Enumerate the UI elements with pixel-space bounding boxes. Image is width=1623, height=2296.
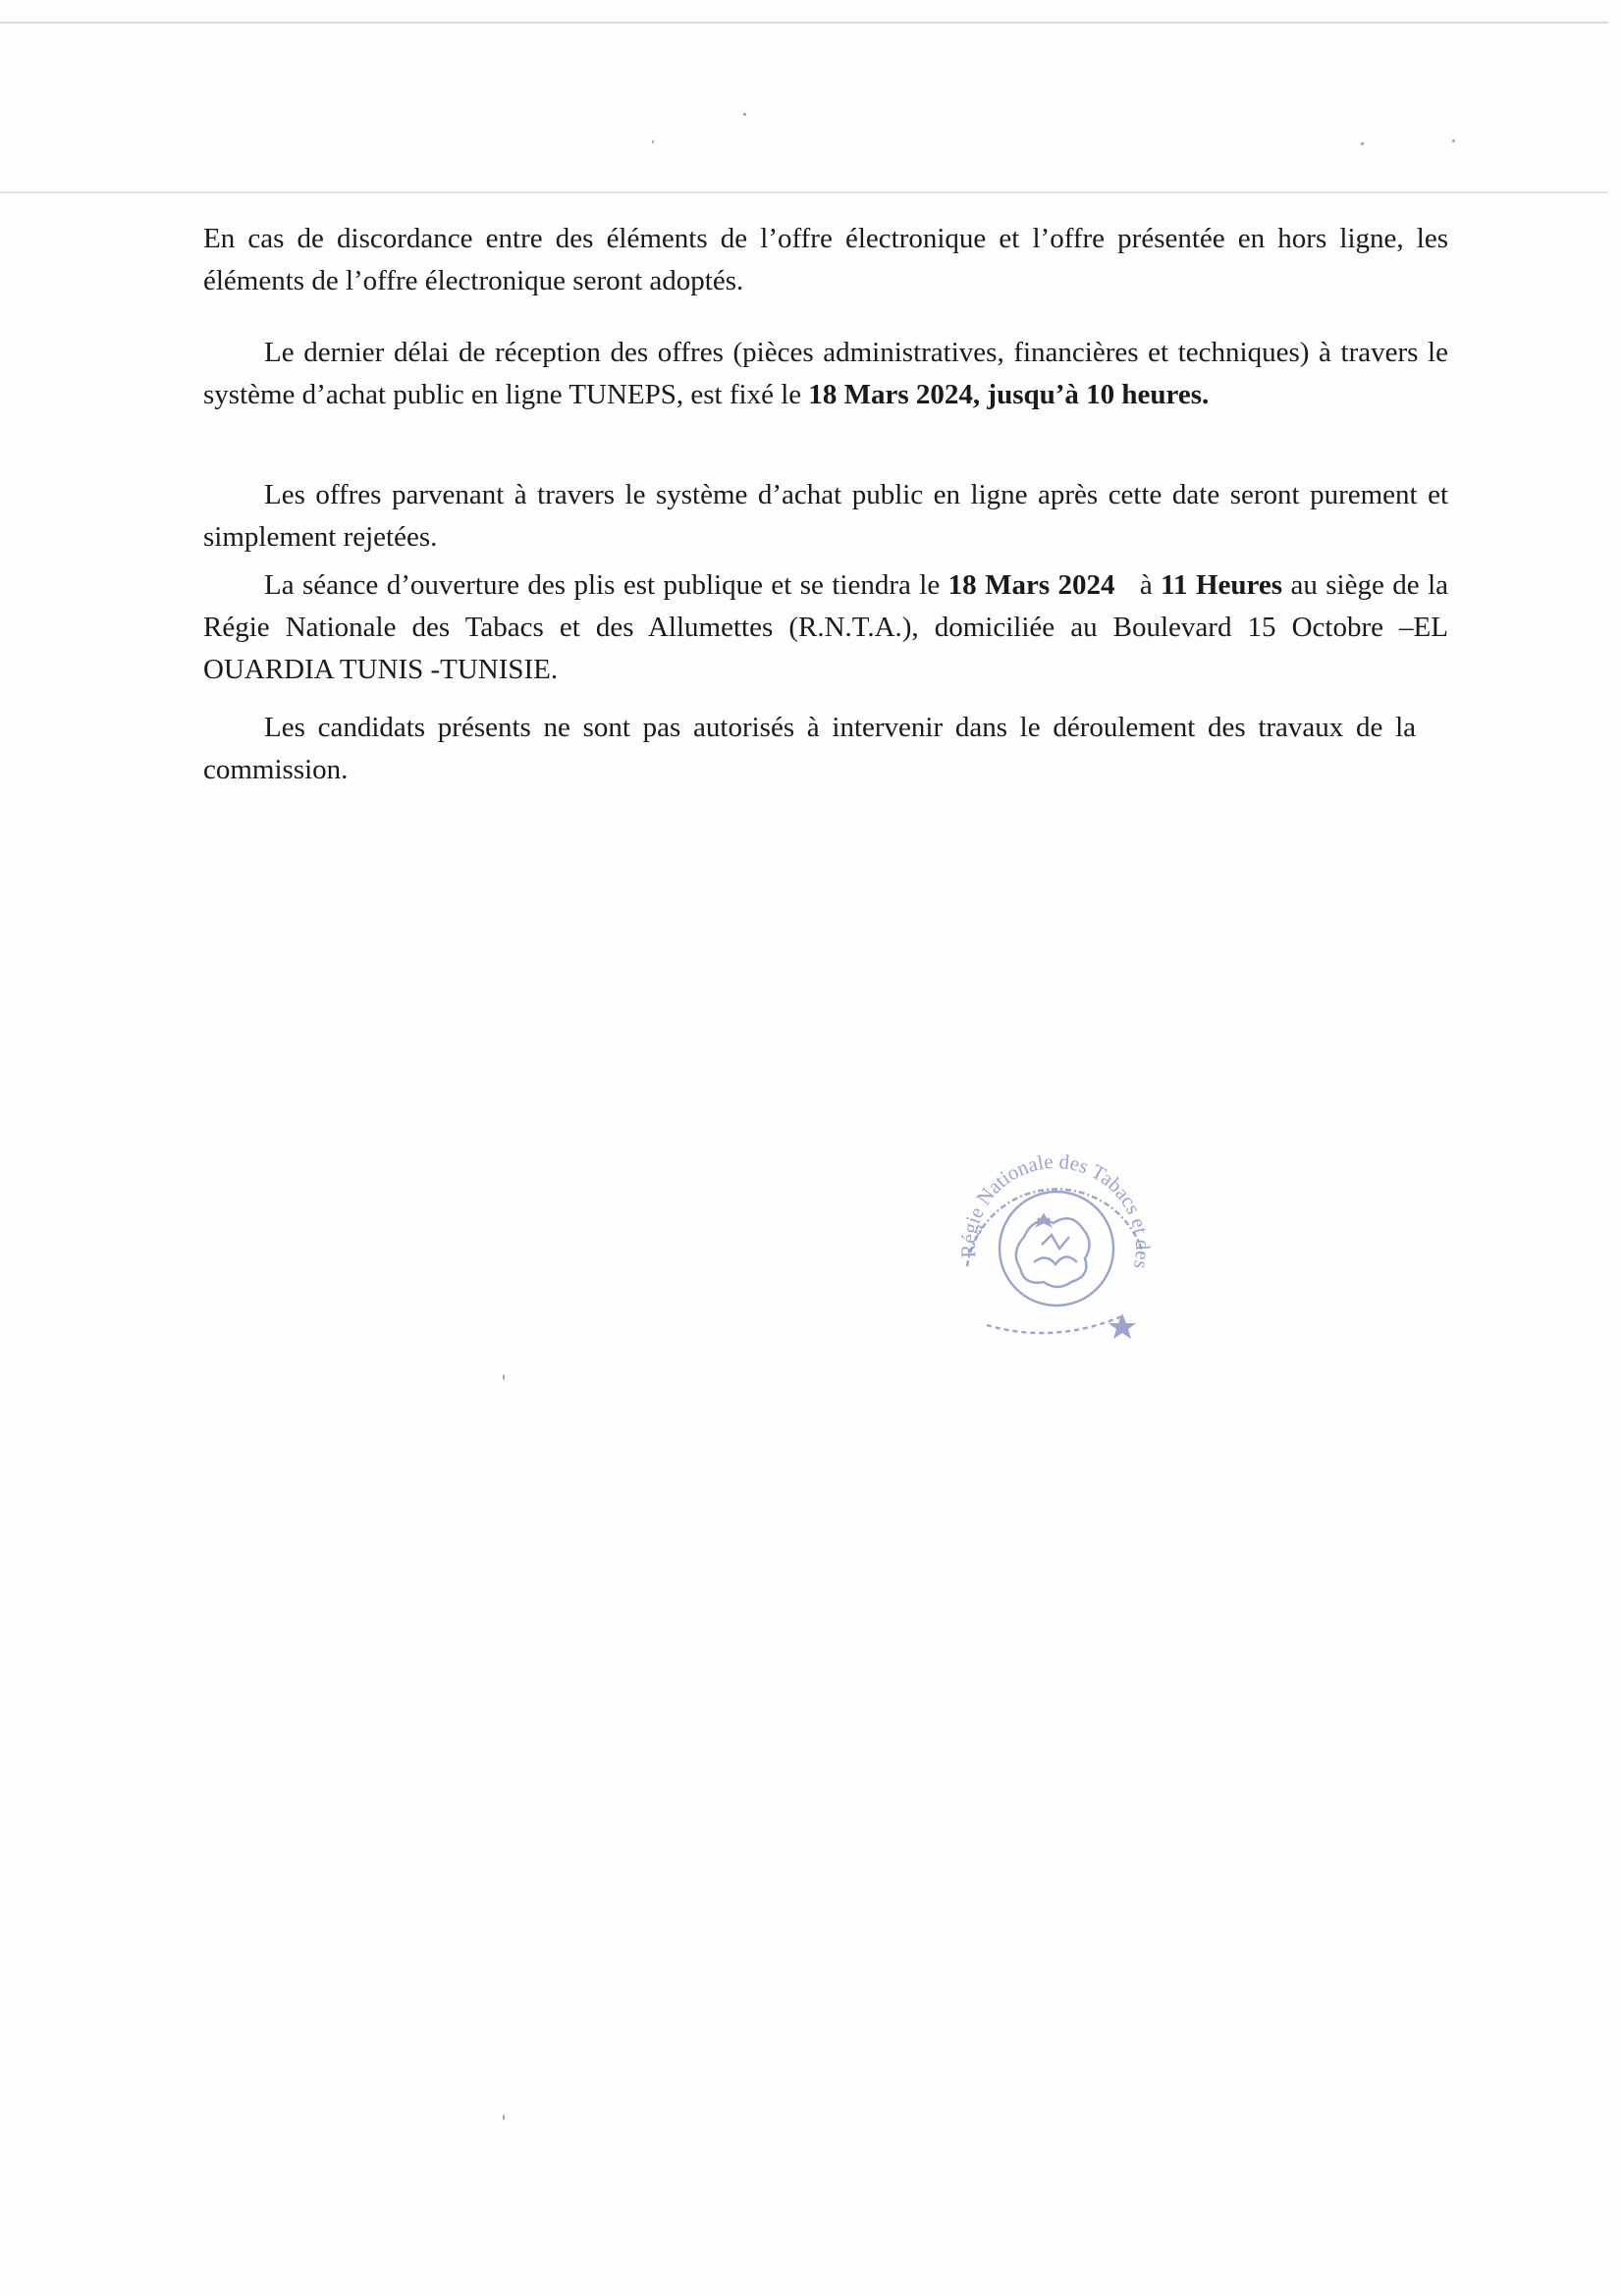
scan-speck xyxy=(1452,139,1455,142)
paragraph-opening-session xyxy=(203,564,1448,691)
scan-speck xyxy=(743,113,746,116)
scan-speck xyxy=(652,140,654,143)
paragraph-text: La séance d’ouverture des plis est publique et se tiendra le xyxy=(264,569,948,601)
scan-speck xyxy=(503,2114,505,2120)
scan-speck xyxy=(503,1374,505,1380)
paragraph-text: au siège de la Régie Nationale des Tabacs et des Allumettes (R.N.T.A.), domiciliée au Boulevard 15 Octobre –EL OUARDIA TUNIS -TUNISIE. xyxy=(203,569,1449,685)
svg-text:Régie Nationale des Tabacs et xyxy=(947,1119,1155,1271)
opening-time: 11 Heures xyxy=(1161,569,1283,601)
paragraph-deadline xyxy=(203,332,1448,416)
deadline-date: 18 Mars 2024, jusqu’à 10 heures. xyxy=(808,379,1210,410)
paragraph-discordance xyxy=(203,218,1448,302)
header-divider xyxy=(0,191,1608,193)
seal-legend: Régie Nationale des Tabacs et des xyxy=(955,1148,1156,1271)
scan-speck xyxy=(1361,142,1364,145)
paragraph-text: à xyxy=(1114,569,1162,601)
paragraph-candidates xyxy=(203,707,1416,791)
top-scan-edge xyxy=(0,22,1608,24)
paragraph-rejection xyxy=(203,474,1448,559)
official-seal-icon xyxy=(947,1119,1165,1364)
paragraph-text: Les offres parvenant à travers le système d’achat public en ligne après cette date seront purement et simplement rejetées. xyxy=(203,479,1448,553)
paragraph-text: Les candidats présents ne sont pas autorisés à intervenir dans le déroulement des travaux de la commission. xyxy=(203,712,1416,785)
opening-date: 18 Mars 2024 xyxy=(947,569,1115,601)
paragraph-text: En cas de discordance entre des éléments de l’offre électronique et l’offre présentée en hors ligne, les éléments de l’offre électronique seront adoptés. xyxy=(203,223,1448,296)
paragraph-text: Le dernier délai de réception des offres (pièces administratives, financières et techniques) à travers le système d’achat public en ligne TUNEPS, est fixé le xyxy=(203,337,1448,410)
